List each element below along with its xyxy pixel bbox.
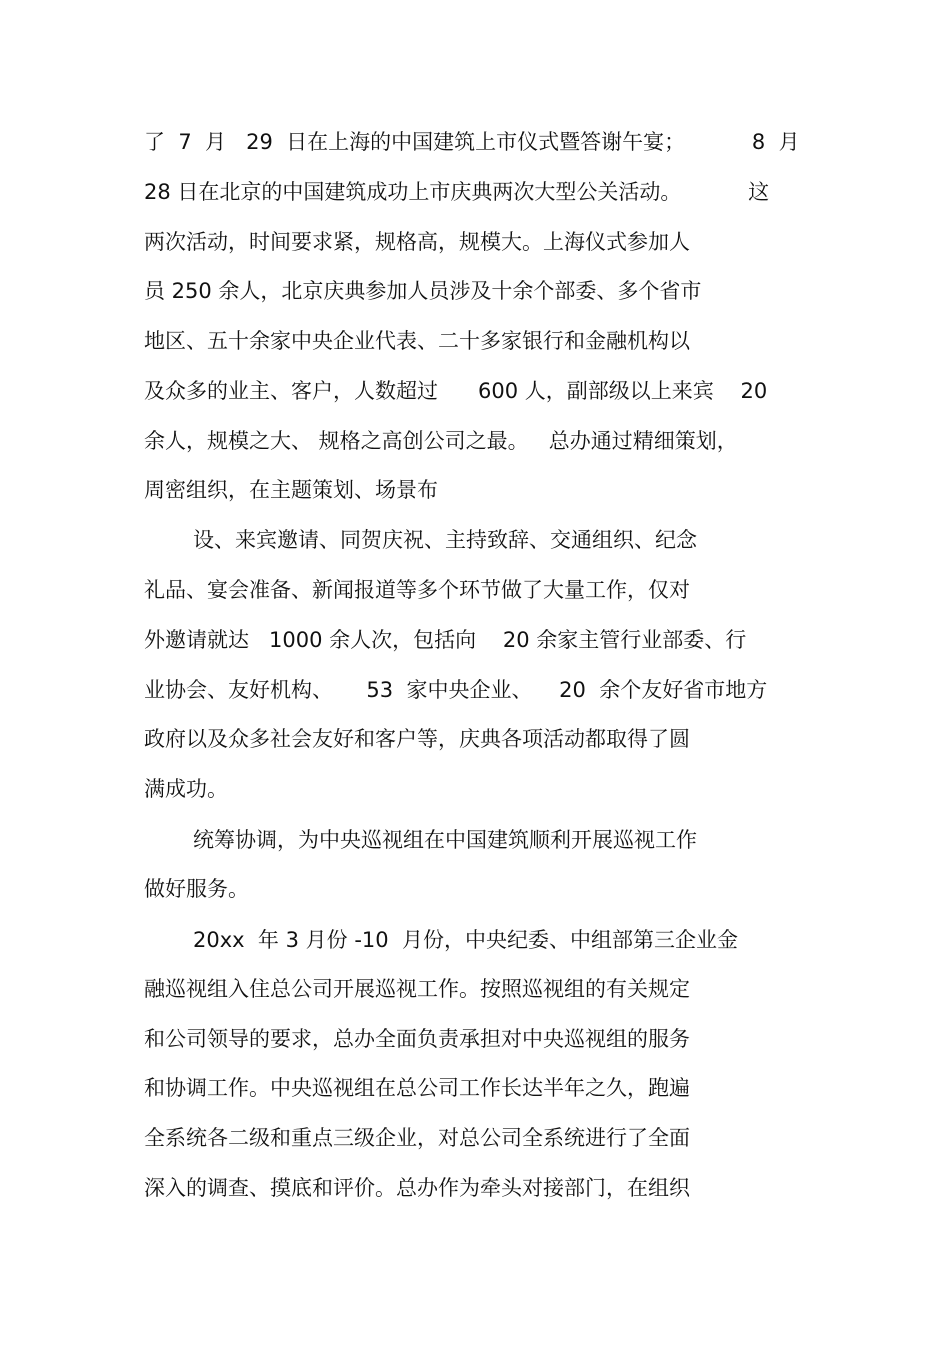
paragraph-4-line-6: 深入的调查、摸底和评价。总办作为牵头对接部门，在组织 <box>144 1176 690 1200</box>
paragraph-1-line-8: 周密组织，在主题策划、场景布 <box>144 478 438 502</box>
paragraph-4-line-5: 全系统各二级和重点三级企业，对总公司全系统进行了全面 <box>144 1126 690 1150</box>
paragraph-1-line-4: 员 250 余人，北京庆典参加人员涉及十余个部委、多个省市 <box>144 279 702 303</box>
paragraph-2-line-6: 满成功。 <box>144 777 228 801</box>
paragraph-1-line-7: 余人，规模之大、 规格之高创公司之最。 总办通过精细策划， <box>144 429 738 453</box>
paragraph-4-line-4: 和协调工作。中央巡视组在总公司工作长达半年之久，跑遍 <box>144 1076 690 1100</box>
paragraph-1-line-2: 28 日在北京的中国建筑成功上市庆典两次大型公关活动。 这 <box>144 180 770 204</box>
paragraph-1-line-6: 及众多的业主、客户，人数超过 600 人，副部级以上来宾 20 <box>144 379 768 403</box>
paragraph-2-line-4: 业协会、友好机构、 53 家中央企业、 20 余个友好省市地方 <box>144 678 768 702</box>
paragraph-3-line-2: 做好服务。 <box>144 877 249 901</box>
paragraph-2-line-1: 设、来宾邀请、同贺庆祝、主持致辞、交通组织、纪念 <box>193 528 697 552</box>
paragraph-1-line-1: 了 7 月 29 日在上海的中国建筑上市仪式暨答谢午宴； 8 月 <box>144 130 800 154</box>
paragraph-2-line-5: 政府以及众多社会友好和客户等，庆典各项活动都取得了圆 <box>144 727 690 751</box>
paragraph-1-line-5: 地区、五十余家中央企业代表、二十多家银行和金融机构以 <box>144 329 690 353</box>
paragraph-4-line-3: 和公司领导的要求，总办全面负责承担对中央巡视组的服务 <box>144 1027 690 1051</box>
paragraph-1-line-3: 两次活动，时间要求紧，规格高，规模大。上海仪式参加人 <box>144 230 690 254</box>
paragraph-4-line-1: 20xx 年 3 月份 -10 月份，中央纪委、中组部第三企业金 <box>193 928 738 952</box>
paragraph-3-line-1: 统筹协调，为中央巡视组在中国建筑顺利开展巡视工作 <box>193 828 697 852</box>
paragraph-2-line-2: 礼品、宴会准备、新闻报道等多个环节做了大量工作，仅对 <box>144 578 690 602</box>
paragraph-4-line-2: 融巡视组入住总公司开展巡视工作。按照巡视组的有关规定 <box>144 977 690 1001</box>
paragraph-2-line-3: 外邀请就达 1000 余人次，包括向 20 余家主管行业部委、行 <box>144 628 747 652</box>
